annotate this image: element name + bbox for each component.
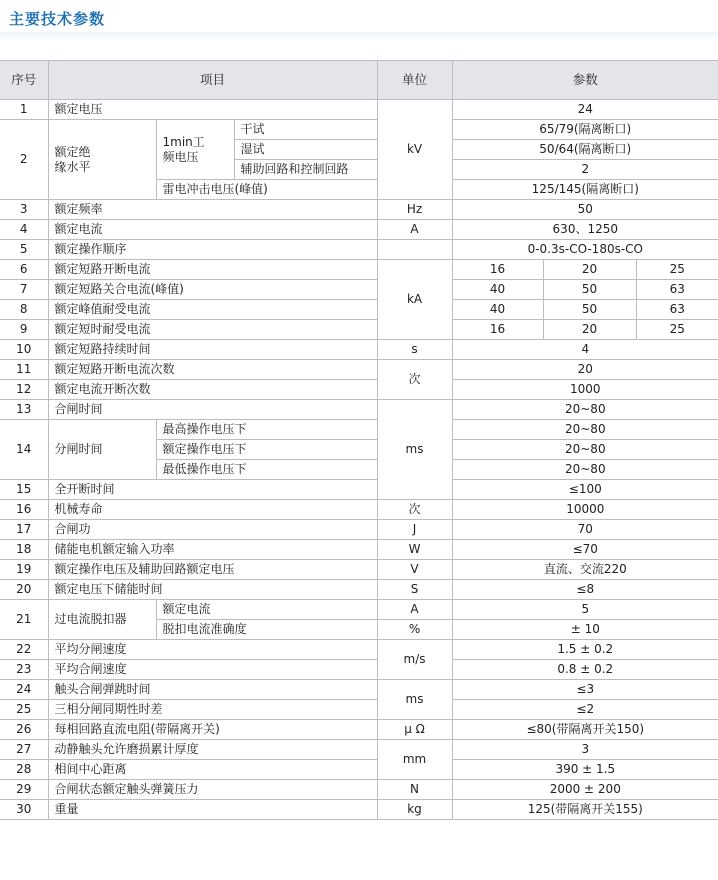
table-row	[0, 400, 718, 420]
row-unit: A	[377, 600, 452, 620]
row-subitem: 1min工频电压	[156, 120, 234, 180]
table-row	[0, 200, 718, 220]
row-item: 分闸时间	[48, 420, 156, 480]
table-row	[0, 220, 718, 240]
row-param: ≤80(带隔离开关150)	[452, 720, 718, 740]
row-param: ≤3	[452, 680, 718, 700]
row-param: 5	[452, 600, 718, 620]
row-unit: A	[377, 220, 452, 240]
row-unit: m/s	[377, 640, 452, 680]
row-param: 25	[636, 320, 718, 340]
row-no: 6	[0, 260, 48, 280]
row-no: 8	[0, 300, 48, 320]
table-row	[0, 380, 718, 400]
table-row	[0, 800, 718, 820]
row-unit: kA	[377, 260, 452, 340]
row-param: 16	[452, 260, 543, 280]
row-subitem: 干试	[234, 120, 377, 140]
row-param: 直流、交流220	[452, 560, 718, 580]
row-unit: 次	[377, 500, 452, 520]
row-param: 20	[452, 360, 718, 380]
row-no: 1	[0, 100, 48, 120]
header-param: 参数	[452, 61, 718, 100]
row-no: 7	[0, 280, 48, 300]
row-unit: V	[377, 560, 452, 580]
row-item: 储能电机额定输入功率	[48, 540, 377, 560]
table-row	[0, 540, 718, 560]
row-no: 22	[0, 640, 48, 660]
table-row	[0, 720, 718, 740]
table-row	[0, 520, 718, 540]
row-param: 10000	[452, 500, 718, 520]
row-param: 20~80	[452, 420, 718, 440]
table-header-row	[0, 61, 718, 100]
row-unit: kV	[377, 100, 452, 200]
row-item: 额定操作电压及辅助回路额定电压	[48, 560, 377, 580]
row-param: 16	[452, 320, 543, 340]
row-unit: Hz	[377, 200, 452, 220]
row-param: 50	[452, 200, 718, 220]
row-subitem: 辅助回路和控制回路	[234, 160, 377, 180]
row-unit: s	[377, 340, 452, 360]
header-unit: 单位	[377, 61, 452, 100]
row-param: 20~80	[452, 400, 718, 420]
row-param: ≤70	[452, 540, 718, 560]
row-param: 63	[636, 300, 718, 320]
title-divider	[0, 32, 718, 40]
row-item: 额定短路开断电流	[48, 260, 377, 280]
row-item: 合闸时间	[48, 400, 377, 420]
row-item: 合闸功	[48, 520, 377, 540]
row-param: 20~80	[452, 440, 718, 460]
row-item: 平均合闸速度	[48, 660, 377, 680]
row-unit: mm	[377, 740, 452, 780]
row-item: 额定绝缘水平	[48, 120, 156, 200]
row-no: 29	[0, 780, 48, 800]
row-param: ≤100	[452, 480, 718, 500]
row-no: 2	[0, 120, 48, 200]
row-item: 全开断时间	[48, 480, 377, 500]
row-param: 40	[452, 280, 543, 300]
table-row	[0, 320, 718, 340]
row-item: 额定短路开断电流次数	[48, 360, 377, 380]
row-item: 额定电压	[48, 100, 377, 120]
row-param: 65/79(隔离断口)	[452, 120, 718, 140]
row-no: 4	[0, 220, 48, 240]
table-row	[0, 640, 718, 660]
row-item: 额定频率	[48, 200, 377, 220]
page-title: 主要技术参数	[9, 10, 106, 28]
table-row	[0, 260, 718, 280]
table-row	[0, 420, 718, 440]
row-no: 28	[0, 760, 48, 780]
row-item: 每相回路直流电阻(带隔离开关)	[48, 720, 377, 740]
row-unit: %	[377, 620, 452, 640]
row-subitem: 湿试	[234, 140, 377, 160]
row-param: 20	[543, 320, 636, 340]
row-unit: 次	[377, 360, 452, 400]
row-subitem: 额定操作电压下	[156, 440, 377, 460]
row-unit: ms	[377, 400, 452, 500]
row-no: 23	[0, 660, 48, 680]
row-item: 额定电流	[48, 220, 377, 240]
row-param: 50/64(隔离断口)	[452, 140, 718, 160]
row-item: 额定峰值耐受电流	[48, 300, 377, 320]
row-param: 1000	[452, 380, 718, 400]
table-row	[0, 280, 718, 300]
row-subitem: 最低操作电压下	[156, 460, 377, 480]
row-param: 3	[452, 740, 718, 760]
row-no: 15	[0, 480, 48, 500]
row-no: 14	[0, 420, 48, 480]
header-no: 序号	[0, 61, 48, 100]
row-item: 动静触头允许磨损累计厚度	[48, 740, 377, 760]
row-item: 额定电流开断次数	[48, 380, 377, 400]
row-param: 63	[636, 280, 718, 300]
row-param: ≤8	[452, 580, 718, 600]
row-subitem: 脱扣电流准确度	[156, 620, 377, 640]
row-param: 24	[452, 100, 718, 120]
row-no: 10	[0, 340, 48, 360]
row-item: 相间中心距离	[48, 760, 377, 780]
row-param: 125(带隔离开关155)	[452, 800, 718, 820]
row-item: 机械寿命	[48, 500, 377, 520]
row-no: 13	[0, 400, 48, 420]
row-item: 合闸状态额定触头弹簧压力	[48, 780, 377, 800]
row-no: 11	[0, 360, 48, 380]
row-unit: kg	[377, 800, 452, 820]
table-row	[0, 100, 718, 120]
row-param: 0.8 ± 0.2	[452, 660, 718, 680]
row-param: 2	[452, 160, 718, 180]
row-no: 12	[0, 380, 48, 400]
row-no: 3	[0, 200, 48, 220]
row-item: 额定短路持续时间	[48, 340, 377, 360]
row-no: 16	[0, 500, 48, 520]
table-row	[0, 600, 718, 620]
table-row	[0, 120, 718, 140]
row-no: 20	[0, 580, 48, 600]
row-item: 额定操作顺序	[48, 240, 377, 260]
row-param: 4	[452, 340, 718, 360]
row-param: 50	[543, 300, 636, 320]
row-no: 17	[0, 520, 48, 540]
table-row	[0, 360, 718, 380]
row-item: 三相分闸同期性时差	[48, 700, 377, 720]
row-param: 25	[636, 260, 718, 280]
row-item: 触头合闸弹跳时间	[48, 680, 377, 700]
table-row	[0, 300, 718, 320]
row-unit: S	[377, 580, 452, 600]
row-item: 重量	[48, 800, 377, 820]
table-row	[0, 560, 718, 580]
row-item: 平均分闸速度	[48, 640, 377, 660]
row-no: 30	[0, 800, 48, 820]
row-no: 24	[0, 680, 48, 700]
row-subitem: 雷电冲击电压(峰值)	[156, 180, 377, 200]
row-param: 0-0.3s-CO-180s-CO	[452, 240, 718, 260]
row-no: 19	[0, 560, 48, 580]
row-param: 40	[452, 300, 543, 320]
row-param: 2000 ± 200	[452, 780, 718, 800]
table-row	[0, 500, 718, 520]
row-param: 20	[543, 260, 636, 280]
table-row	[0, 480, 718, 500]
row-param: 630、1250	[452, 220, 718, 240]
table-row	[0, 760, 718, 780]
row-no: 9	[0, 320, 48, 340]
row-param: ≤2	[452, 700, 718, 720]
row-unit: μ Ω	[377, 720, 452, 740]
row-param: 390 ± 1.5	[452, 760, 718, 780]
row-no: 26	[0, 720, 48, 740]
row-subitem: 额定电流	[156, 600, 377, 620]
row-item: 额定短时耐受电流	[48, 320, 377, 340]
row-param: 70	[452, 520, 718, 540]
row-param: 50	[543, 280, 636, 300]
row-item: 过电流脱扣器	[48, 600, 156, 640]
table-row	[0, 340, 718, 360]
row-subitem: 最高操作电压下	[156, 420, 377, 440]
row-no: 18	[0, 540, 48, 560]
table-row	[0, 780, 718, 800]
table-row	[0, 700, 718, 720]
header-item: 项目	[48, 61, 377, 100]
table-row	[0, 240, 718, 260]
row-unit: J	[377, 520, 452, 540]
row-no: 5	[0, 240, 48, 260]
row-unit: N	[377, 780, 452, 800]
row-unit: ms	[377, 680, 452, 720]
row-no: 21	[0, 600, 48, 640]
row-param: 1.5 ± 0.2	[452, 640, 718, 660]
table-row	[0, 580, 718, 600]
row-no: 25	[0, 700, 48, 720]
table-row	[0, 740, 718, 760]
table-row	[0, 680, 718, 700]
row-item: 额定短路关合电流(峰值)	[48, 280, 377, 300]
row-unit	[377, 240, 452, 260]
row-item: 额定电压下储能时间	[48, 580, 377, 600]
spec-table	[0, 60, 718, 820]
row-param: 125/145(隔离断口)	[452, 180, 718, 200]
row-param: 20~80	[452, 460, 718, 480]
row-no: 27	[0, 740, 48, 760]
table-row	[0, 660, 718, 680]
row-unit: W	[377, 540, 452, 560]
row-param: ± 10	[452, 620, 718, 640]
